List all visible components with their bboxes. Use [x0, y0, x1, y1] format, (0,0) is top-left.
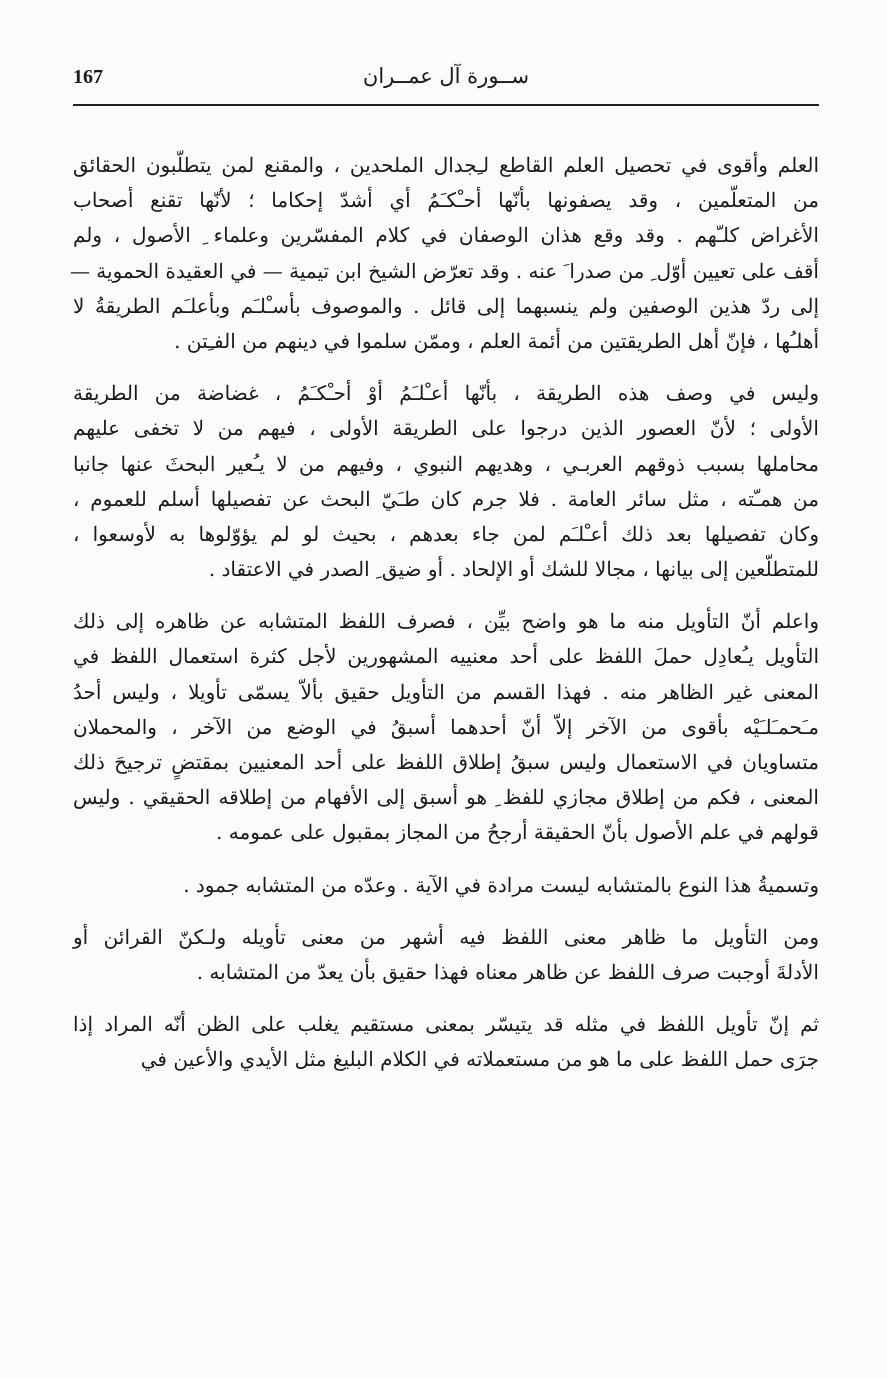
page-number: 167: [73, 66, 103, 88]
page-header: [73, 66, 819, 102]
text-line: وكان تفصيلها بعد ذلك أعـْلـَم لمن جاء بعدهم ، بحيث لو لم يؤوّلوها به لأوسعوا ،: [73, 521, 819, 546]
text-line: جرَى حمل اللفظ على ما هو من مستعملاته في الكلام البليغ مثل الأيدي والأعين في: [140, 1047, 819, 1072]
paragraph: [73, 604, 819, 850]
paragraph: [73, 376, 819, 587]
text-line: الأغراض كلـّهم . وقد وقع هذان الوصفان في كلام المفسّرين وعلماء ِ الأصول ، ولم: [73, 223, 819, 248]
text-line: التأويل يـُعادِل حملَ اللفظ على أحد معنييه المشهورين لأجل كثرة استعمال اللفظ في: [73, 644, 819, 669]
page-body: [69, 148, 819, 1095]
text-line: ومن التأويل ما ظاهر معنى اللفظ فيه أشهر من معنى تأويله ولـكنّ القرائن أو: [73, 924, 819, 949]
paragraph: [73, 920, 819, 990]
header-rule: [73, 104, 819, 106]
text-line: واعلم أنّ التأويل منه ما هو واضح بيِّن ، فصرف اللفظ المتشابه عن ظاهره إلى ذلك: [73, 609, 819, 634]
text-line: ثم إنّ تأويل اللفظ في مثله قد يتيسّر بمعنى مستقيم يغلب على الظن أنّه المراد إذا: [73, 1012, 819, 1037]
text-line: محاملها بسبب ذوقهم العربـي ، وهديهم النبوي ، وفيهم من لا يـُعير البحثَ عنها جانبا: [73, 451, 819, 476]
text-line: الأدلةَ أوجبت صرف اللفظ عن ظاهر معناه فهذا حقيق بأن يعدّ من المتشابه .: [196, 959, 819, 984]
surah-title: ســورة آل عمــران: [362, 64, 530, 88]
text-line: العلم وأقوى في تحصيل العلم القاطع لـِجدال الملحدين ، والمقنع لمن يتطلّبون الحقائق: [73, 153, 819, 177]
text-line: من المتعلّمين ، وقد يصفونها بأنّها أحـْكـَمُ أي أشدّ إحكاما ؛ لأنّها تقنع أصحاب: [73, 188, 819, 213]
text-line: وليس في وصف هذه الطريقة ، بأنّها أعـْلـَمُ أوْ أحـْكـَمُ ، غضاضة من الطريقة: [73, 381, 819, 406]
text-line: المعنى ، فكم من إطلاق مجازي للفظ ِ هو أسبق إلى الأفهام من إطلاقه الحقيقي . وليس: [73, 785, 819, 810]
text-line: أهلـُها ، فإنّ أهل الطريقتين من أئمة العلم ، وممّن سلموا في دينهم من الفـِتن .: [174, 328, 819, 353]
text-line: أقف على تعيين أوّل ِ من صدرا َ عنه . وقد تعرّض الشيخ ابن تيمية — في العقيدة الحموية —: [69, 258, 819, 283]
text-line: وتسميةُ هذا النوع بالمتشابه ليست مرادة في الآية . وعدّه من المتشابه جمود .: [183, 872, 819, 897]
text-line: مـَحمـَلـَيْه بأقوى من الآخر إلاّ أنّ أحدهما أسبقُ في الوضع من الآخر ، والمحملان: [73, 714, 819, 739]
text-line: قولهم في علم الأصول بأنّ الحقيقة أرجحُ من المجاز بمقبول على عمومه .: [216, 820, 819, 845]
text-line: المعنى غير الظاهر منه . فهذا القسم من التأويل حقيق بألاّ يسمّى تأويلا ، وليس أحدُ: [73, 679, 819, 704]
paragraph: [73, 1007, 819, 1077]
paragraph: [73, 868, 819, 903]
paragraph: [69, 148, 819, 359]
text-line: للمتطلّعين إلى بيانها ، مجالا للشك أو الإلحاد . أو ضيق ِ الصدر في الاعتقاد .: [208, 557, 819, 582]
text-line: متساويان في الاستعمال وليس سبقُ إطلاق اللفظ على أحد المعنيين بمقتضٍ ترجيحَ ذلك: [73, 750, 819, 774]
text-line: إلى ردّ هذين الوصفين ولم ينسبهما إلى قائل . والموصوف بأسـْلـَم وبأعلـَم الطريقةُ لا: [73, 293, 819, 318]
text-line: الأولى ؛ لأنّ العصور الذين درجوا على الطريقة الأولى ، فيهم من لا تخفى عليهم: [73, 416, 819, 441]
text-line: من همـّته ، مثل سائر العامة . فلا جرم كان طـَيّ البحث عن تفصيلها أسلم للعموم ،: [73, 486, 819, 511]
